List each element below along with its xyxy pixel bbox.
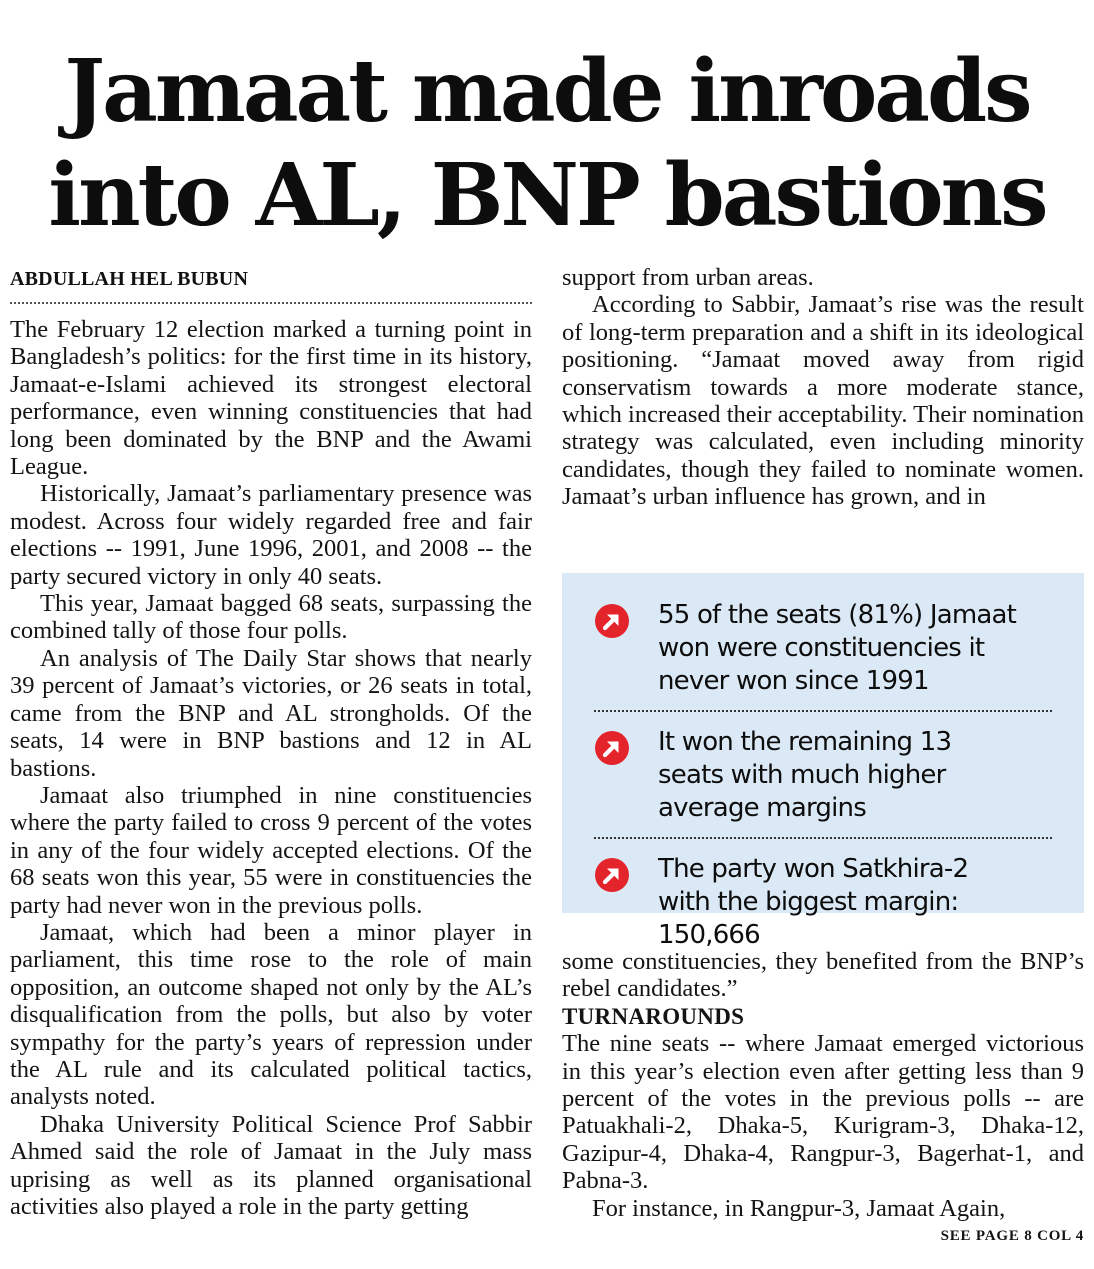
right-column-bottom [562, 948, 1084, 1248]
body-paragraph: For instance, in Rangpur-3, Jamaat Again, [592, 1194, 1006, 1222]
jump-line: SEE PAGE 8 COL 4 [940, 1228, 1084, 1245]
arrow-up-right-icon [594, 730, 630, 766]
body-paragraph: Dhaka University Political Science Prof Sabbir Ahmed said the role of Jamaat in the July mass uprising as well as its planned organisational activities also played a role in the party getting [10, 1110, 532, 1220]
body-paragraph: An analysis of The Daily Star shows that nearly 39 percent of Jamaat’s victories, or 26 seats in total, came from the BNP and AL strongholds. Of the seats, 14 were in BNP bastions and 12 in AL bastions. [10, 644, 532, 782]
highlight-text: The party won Satkhira-2 with the biggest margin: 150,666 [658, 854, 969, 950]
right-column-top [562, 264, 1084, 511]
highlight-item [594, 599, 1052, 698]
highlights-box [562, 573, 1084, 950]
left-column [10, 264, 532, 1220]
headline-line-1: Jamaat made inroads [64, 41, 1030, 142]
headline [0, 40, 1094, 248]
highlight-item [594, 837, 1052, 952]
arrow-up-right-icon [594, 603, 630, 639]
highlight-text: It won the remaining 13 seats with much higher average margins [658, 727, 952, 823]
body-paragraph: Jamaat also triumphed in nine constituencies where the party failed to cross 9 percent of the votes in any of the four widely accepted elections. Of the 68 seats won this year, 55 were in constituencies the party had never won in the previous polls. [10, 781, 532, 919]
subhead-turnarounds: TURNAROUNDS [562, 1003, 745, 1029]
headline-line-2: into AL, BNP bastions [48, 145, 1046, 246]
highlight-text: 55 of the seats (81%) Jamaat won were constituencies it never won since 1991 [658, 600, 1017, 696]
body-paragraph: According to Sabbir, Jamaat’s rise was the result of long-term preparation and a shift in its ideological positioning. “Jamaat moved away from rigid conservatism towards a more moderate stance, which increased their acceptability. Their nomination strategy was calculated, even including minority candidates, though they failed to nominate women. Jamaat’s urban influence has grown, and in [562, 291, 1084, 511]
body-paragraph-continuation: support from urban areas. [562, 264, 814, 291]
highlight-item [594, 710, 1052, 825]
body-paragraph: The February 12 election marked a turning point in Bangladesh’s politics: for the first time in its history, Jamaat-e-Islami achieved its strongest electoral performance, even winning constituencies that had long been dominated by the BNP and the Awami League. [10, 316, 532, 481]
byline: ABDULLAH HEL BUBUN [10, 264, 532, 304]
body-paragraph: This year, Jamaat bagged 68 seats, surpassing the combined tally of those four polls. [10, 590, 532, 645]
body-paragraph: Jamaat, which had been a minor player in parliament, this time rose to the role of main opposition, an outcome shaped not only by the AL’s disqualification from the polls, but also by voter sympathy for the party’s years of repression under the AL rule and its calculated political tactics, analysts noted. [10, 918, 532, 1111]
body-paragraph: Historically, Jamaat’s parliamentary presence was modest. Across four widely regarded free and fair elections -- 1991, June 1996, 2001, and 2008 -- the party secured victory in only 40 seats. [10, 480, 532, 590]
body-paragraph: The nine seats -- where Jamaat emerged victorious in this year’s election even after getting less than 9 percent of the votes in the previous polls -- are Patuakhali-2, Dhaka-5, Kurigram-3, Dhaka-12, Gazipur-4, Dhaka-4, Rangpur-3, Bagerhat-1, and Pabna-3. [562, 1030, 1084, 1195]
arrow-up-right-icon [594, 857, 630, 893]
body-paragraph-continuation: some constituencies, they benefited from the BNP’s rebel candidates.” [562, 948, 1084, 1003]
